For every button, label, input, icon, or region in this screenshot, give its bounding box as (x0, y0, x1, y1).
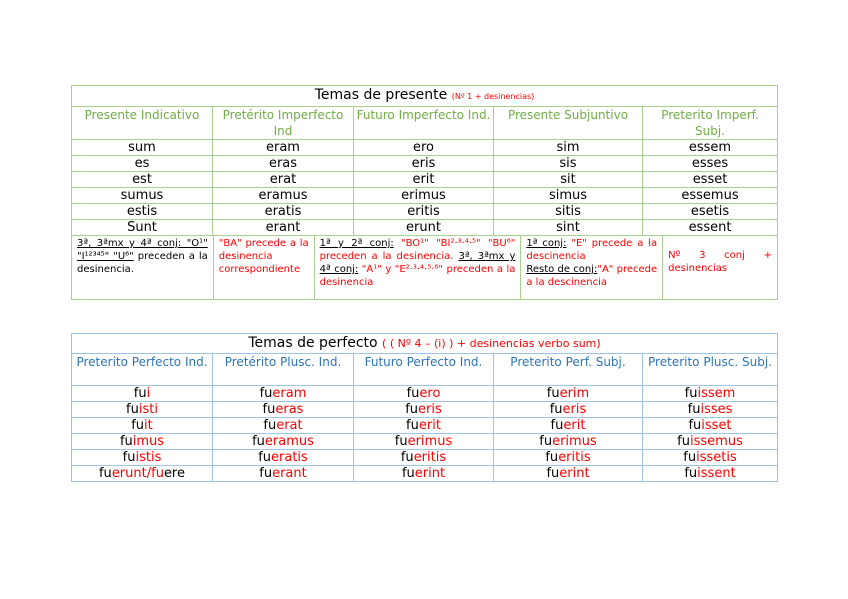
table-cell (72, 418, 213, 434)
verb-stem: ere (163, 466, 185, 481)
table-cell (494, 402, 643, 418)
table-cell (354, 402, 494, 418)
verb-ending: issemus (690, 434, 743, 449)
verb-ending: erant (272, 466, 307, 481)
verb-ending: erat (276, 418, 303, 433)
table-cell: sit (494, 172, 643, 188)
verb-ending: eras (275, 402, 304, 417)
presente-title-cell (72, 86, 778, 107)
verb-ending: erint (414, 466, 446, 481)
table-cell: eras (213, 156, 354, 172)
verb-ending: eris (562, 402, 587, 417)
perfecto-subtitle: ( ( Nº 4 – (i) ) + desinencias verbo sum) (382, 337, 601, 350)
verb-stem: fu (98, 466, 112, 481)
table-cell: essem (643, 140, 778, 156)
verb-ending: isses (700, 402, 733, 417)
table-cell (72, 386, 213, 402)
table-row (72, 204, 778, 220)
perfecto-table (71, 333, 778, 482)
table-cell (213, 402, 354, 418)
verb-ending: it (144, 418, 153, 433)
verb-ending: erit (563, 418, 586, 433)
perfecto-header-cell: Pretérito Plusc. Ind. (213, 354, 354, 386)
table-cell: Sunt (72, 220, 213, 236)
table-row (72, 172, 778, 188)
verb-ending: isset (701, 418, 732, 433)
table-cell: sim (494, 140, 643, 156)
verb-stem: fu (684, 386, 698, 401)
table-cell (494, 434, 643, 450)
table-cell: sis (494, 156, 643, 172)
table-cell (213, 386, 354, 402)
verb-stem: fu (549, 402, 563, 417)
verb-ending: erimus (407, 434, 453, 449)
verb-stem: fu (262, 402, 276, 417)
table-cell (643, 450, 778, 466)
table-cell: simus (494, 188, 643, 204)
verb-stem: fu (122, 450, 136, 465)
verb-stem: fu (550, 418, 564, 433)
table-cell (72, 402, 213, 418)
verb-stem: fu (545, 450, 559, 465)
table-row (72, 156, 778, 172)
table-cell (494, 418, 643, 434)
table-cell (643, 418, 778, 434)
table-row (72, 450, 778, 466)
presente-notes-row (72, 236, 778, 300)
table-cell (213, 466, 354, 482)
table-cell: erat (213, 172, 354, 188)
verb-stem: fu (688, 418, 702, 433)
verb-stem: fu (687, 402, 701, 417)
perfecto-header-cell: Preterito Perf. Subj. (494, 354, 643, 386)
table-cell: esses (643, 156, 778, 172)
verb-stem: fu (677, 434, 690, 449)
verb-stem: fu (252, 434, 265, 449)
note-preterito-imperfecto: "BA" precede a la desinencia correspondiente (214, 236, 315, 299)
verb-stem: fu (263, 418, 277, 433)
verb-stem: fu (406, 418, 419, 433)
verb-stem: fu (405, 402, 419, 417)
table-cell: erimus (354, 188, 494, 204)
perfecto-header-cell: Preterito Plusc. Subj. (643, 354, 778, 386)
table-cell: eris (354, 156, 494, 172)
perfecto-title-cell (72, 334, 778, 354)
verb-stem: fu (259, 466, 273, 481)
table-row (72, 140, 778, 156)
verb-ending: issem (697, 386, 736, 401)
verb-ending: i (146, 386, 151, 401)
verb-ending: ero (419, 386, 441, 401)
perfecto-header-cell: Preterito Perfecto Ind. (72, 354, 213, 386)
table-cell (494, 450, 643, 466)
table-cell: es (72, 156, 213, 172)
verb-ending: erim (559, 386, 590, 401)
table-cell: essemus (643, 188, 778, 204)
verb-ending: eritis (558, 450, 591, 465)
verb-stem: fu (401, 466, 415, 481)
table-cell: sitis (494, 204, 643, 220)
verb-stem: fu (133, 386, 147, 401)
table-cell (72, 450, 213, 466)
note-preterito-imperf-subj: Nº 3 conj + desinencias (668, 250, 772, 274)
table-cell: erunt (354, 220, 494, 236)
table-cell: esetis (643, 204, 778, 220)
table-row (72, 434, 778, 450)
verb-stem: fu (406, 386, 420, 401)
verb-stem: fu (126, 402, 139, 417)
verb-stem: fu (539, 434, 553, 449)
perfecto-header-cell: Futuro Perfecto Ind. (354, 354, 494, 386)
verb-stem: fu (400, 450, 414, 465)
table-cell (213, 450, 354, 466)
table-cell: sint (494, 220, 643, 236)
verb-ending: eram (272, 386, 307, 401)
verb-ending: istis (135, 450, 162, 465)
verb-stem: fu (683, 450, 697, 465)
verb-ending: issetis (696, 450, 737, 465)
table-row (72, 220, 778, 236)
presente-header-cell: Preterito Imperf. Subj. (643, 107, 778, 140)
presente-header-cell: Presente Indicativo (72, 107, 213, 140)
table-cell (354, 418, 494, 434)
verb-ending: erunt/fu (111, 466, 164, 481)
verb-stem: fu (258, 450, 272, 465)
verb-ending: imus (132, 434, 165, 449)
table-cell: eramus (213, 188, 354, 204)
note-futuro-imperfecto: 1ª y 2ª conj: "BO¹" "BI²·³·⁴·⁵" "BU⁶" preceden a la desinencia. 3ª, 3ªmx y 4ª conj: "A¹" y "E²·³·⁴·⁵·⁶" preceden a la desinencia (315, 236, 522, 299)
table-row (72, 386, 778, 402)
presente-title: Temas de presente (314, 87, 448, 103)
table-row (72, 402, 778, 418)
verb-stem: fu (131, 418, 145, 433)
presente-header-cell: Pretérito Imperfecto Ind (213, 107, 354, 140)
verb-stem: fu (684, 466, 698, 481)
table-cell: sum (72, 140, 213, 156)
perfecto-title: Temas de perfecto (248, 335, 378, 351)
verb-ending: eramus (264, 434, 314, 449)
table-cell: estis (72, 204, 213, 220)
table-cell (643, 386, 778, 402)
table-cell (72, 466, 213, 482)
verb-ending: erimus (552, 434, 597, 449)
table-cell (354, 434, 494, 450)
table-row (72, 188, 778, 204)
verb-ending: eratis (271, 450, 308, 465)
table-cell (72, 434, 213, 450)
table-row (72, 418, 778, 434)
verb-ending: eritis (413, 450, 447, 465)
table-cell: ero (354, 140, 494, 156)
table-cell: est (72, 172, 213, 188)
verb-ending: issent (697, 466, 736, 481)
presente-header-cell: Futuro Imperfecto Ind. (354, 107, 494, 140)
presente-header-cell: Presente Subjuntivo (494, 107, 643, 140)
table-cell (213, 434, 354, 450)
table-cell (494, 386, 643, 402)
presente-subtitle: (Nº 1 + desinencias) (451, 92, 535, 101)
table-cell: eram (213, 140, 354, 156)
table-cell (354, 386, 494, 402)
table-cell (213, 418, 354, 434)
table-cell (643, 466, 778, 482)
table-cell (354, 450, 494, 466)
table-cell (643, 402, 778, 418)
table-cell (354, 466, 494, 482)
table-cell: erant (213, 220, 354, 236)
verb-stem: fu (119, 434, 133, 449)
verb-stem: fu (259, 386, 273, 401)
table-cell: eritis (354, 204, 494, 220)
verb-stem: fu (546, 386, 560, 401)
verb-stem: fu (546, 466, 560, 481)
verb-ending: isti (138, 402, 158, 417)
verb-stem: fu (394, 434, 408, 449)
verb-ending: erit (418, 418, 441, 433)
verb-ending: eris (418, 402, 442, 417)
table-cell: sumus (72, 188, 213, 204)
note-presente-indicativo: 3ª, 3ªmx y 4ª conj: "O¹" "I¹²³⁴⁵" "U⁶" preceden a la desinencia. (72, 236, 214, 299)
presente-table (71, 85, 778, 300)
verb-ending: erint (559, 466, 590, 481)
table-cell (494, 466, 643, 482)
table-cell: esset (643, 172, 778, 188)
table-cell (643, 434, 778, 450)
table-cell: essent (643, 220, 778, 236)
table-row (72, 466, 778, 482)
table-cell: eratis (213, 204, 354, 220)
note-presente-subjuntivo: 1ª conj: "E" precede a la descinencia Resto de conj:"A" precede a la descinencia (521, 236, 663, 299)
table-cell: erit (354, 172, 494, 188)
